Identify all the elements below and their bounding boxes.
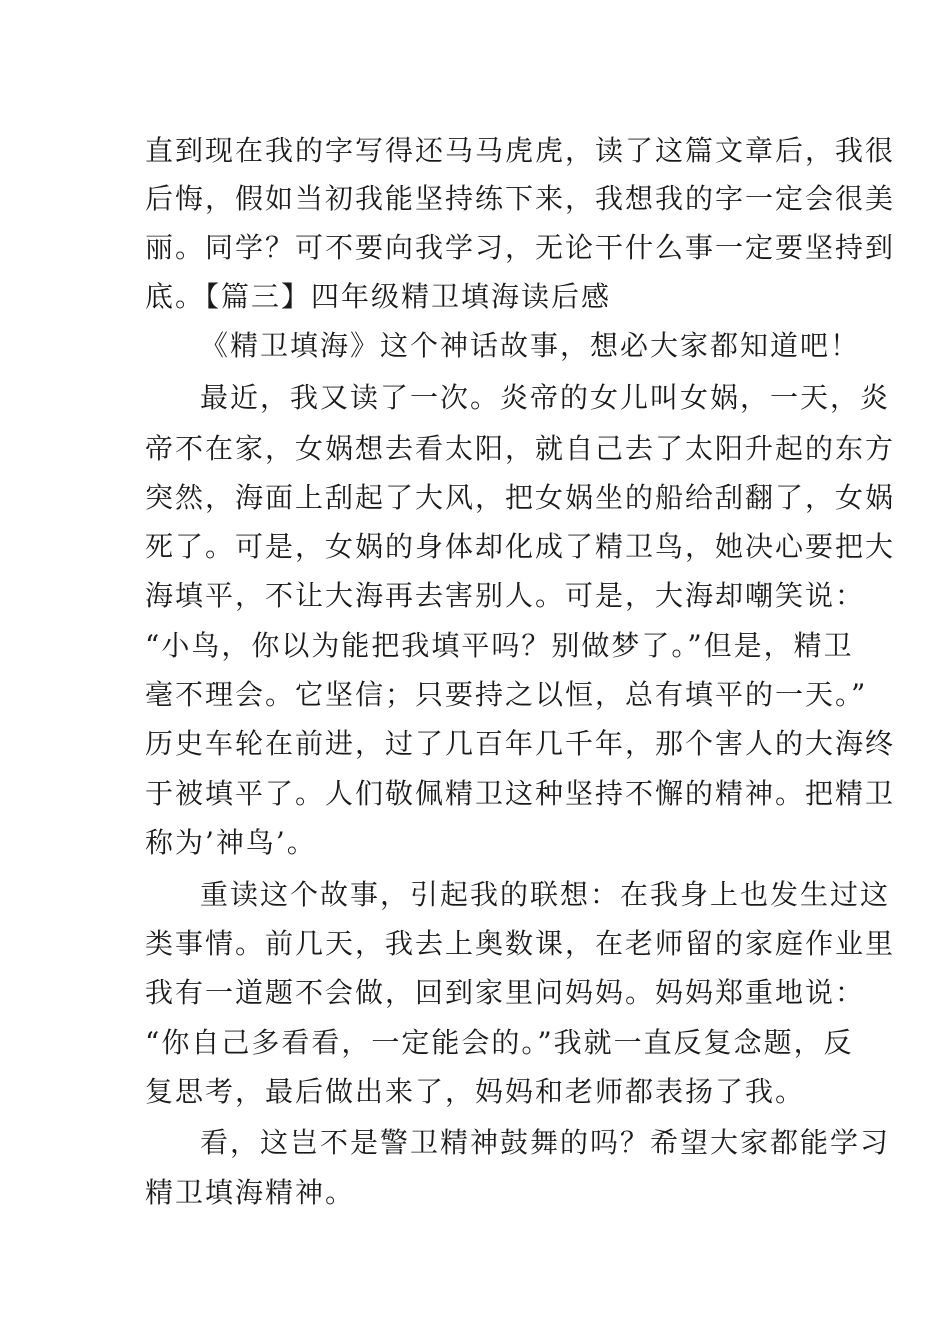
text-line: 复思考，最后做出来了，妈妈和老师都表扬了我。 [145, 1075, 806, 1108]
text-line: 帝不在家，女娲想去看太阳，就自己去了太阳升起的东方 [145, 432, 896, 465]
text-line: 于被填平了。人们敬佩精卫这种坚持不懈的精神。把精卫 [145, 777, 896, 810]
text-line: 我有一道题不会做，回到家里问妈妈。妈妈郑重地说： [145, 976, 866, 1009]
text-line: 突然，海面上刮起了大风，把女娲坐的船给刮翻了，女娲 [145, 481, 896, 514]
text-line: “小鸟，你以为能把我填平吗？别做梦了。”但是，精卫 [145, 629, 854, 662]
text-line: 称为’神鸟’。 [145, 826, 317, 859]
text-line: 精卫填海精神。 [145, 1176, 356, 1209]
text-line: 丽。同学？可不要向我学习，无论干什么事一定要坚持到 [145, 231, 896, 264]
text-line: 海填平，不让大海再去害别人。可是，大海却嘲笑说： [145, 579, 866, 612]
text-line: 后悔，假如当初我能坚持练下来，我想我的字一定会很美 [145, 182, 896, 215]
text-line: 历史车轮在前进，过了几百年几千年，那个害人的大海终 [145, 727, 896, 760]
text-line: 直到现在我的字写得还马马虎虎，读了这篇文章后，我很 [145, 134, 896, 167]
text-line: 重读这个故事，引起我的联想：在我身上也发生过这 [200, 878, 891, 911]
text-line: 看，这岂不是警卫精神鼓舞的吗？希望大家都能学习 [200, 1126, 891, 1159]
text-line: 最近，我又读了一次。炎帝的女儿叫女娲，一天，炎 [200, 381, 891, 414]
text-line: “你自己多看看，一定能会的。”我就一直反复念题，反 [145, 1026, 854, 1059]
text-line: 毫不理会。它坚信；只要持之以恒，总有填平的一天。” [145, 678, 868, 711]
text-line: 底。【篇三】四年级精卫填海读后感 [145, 280, 612, 313]
text-line: 死了。可是，女娲的身体却化成了精卫鸟，她决心要把大 [145, 530, 896, 563]
text-line: 类事情。前几天，我去上奥数课，在老师留的家庭作业里 [145, 927, 896, 960]
text-line: 《精卫填海》这个神话故事，想必大家都知道吧！ [200, 329, 861, 362]
